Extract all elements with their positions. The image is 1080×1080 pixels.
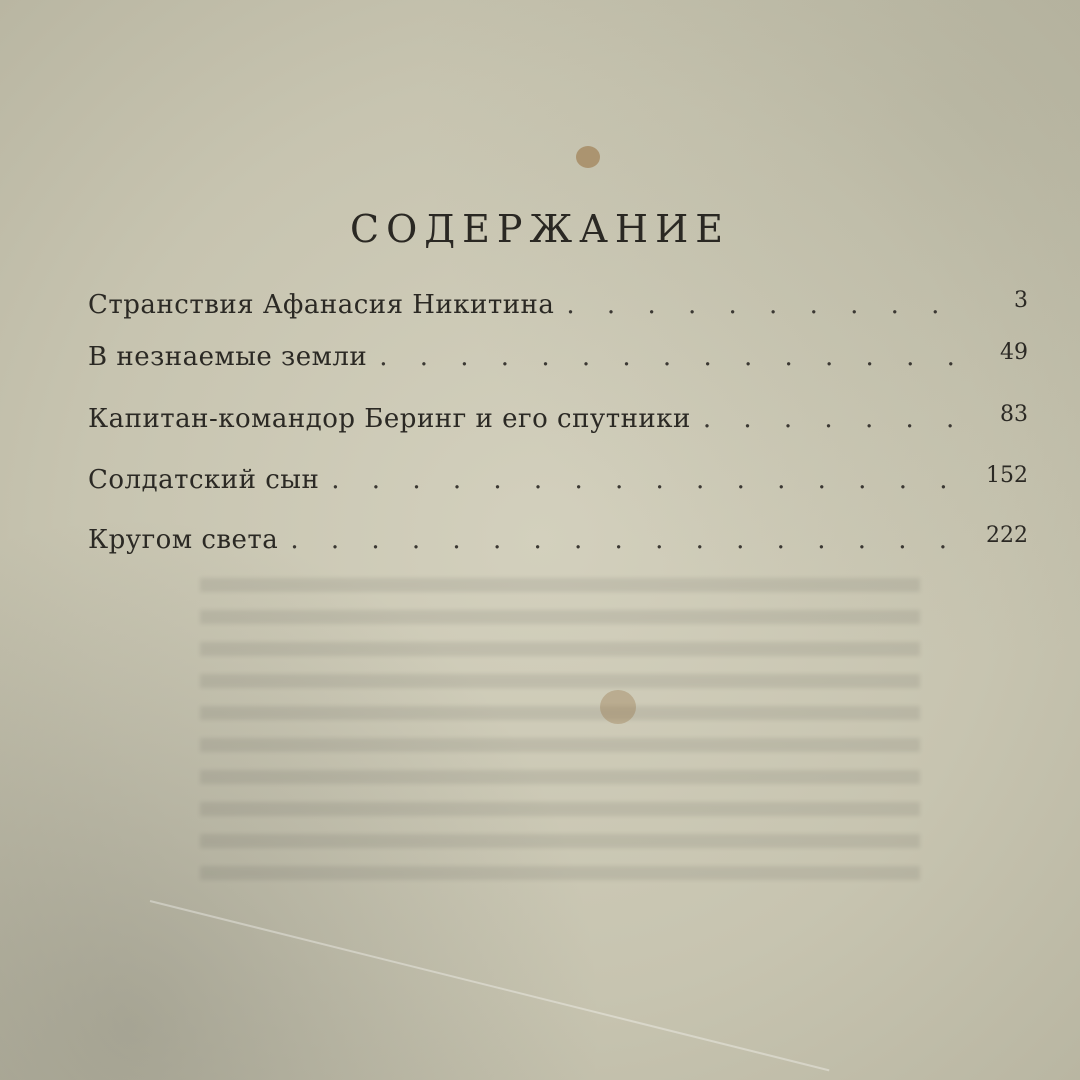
dot-leader — [703, 404, 972, 434]
toc-entry — [88, 525, 1028, 565]
toc-entry-page: 222 — [986, 523, 1028, 548]
paper-crease — [150, 900, 830, 1071]
table-of-contents-heading: СОДЕРЖАНИЕ — [350, 207, 730, 252]
toc-entry-page: 83 — [1000, 402, 1028, 427]
toc-entry — [88, 465, 1028, 505]
ink-stain — [600, 690, 636, 724]
toc-entry-page: 152 — [986, 463, 1028, 488]
toc-entry-title: Капитан-командор Беринг и его спутники — [88, 404, 691, 434]
toc-entry-page: 49 — [1000, 340, 1028, 365]
toc-entry — [88, 342, 1028, 382]
toc-entry-title: В незнаемые земли — [88, 342, 368, 372]
ink-stain — [576, 146, 600, 168]
dot-leader — [331, 465, 972, 495]
dot-leader — [379, 342, 972, 372]
dot-leader — [290, 525, 972, 555]
dot-leader — [566, 290, 972, 320]
show-through-text — [200, 560, 920, 880]
toc-entry-title: Солдатский сын — [88, 465, 320, 495]
toc-entry-title: Кругом света — [88, 525, 279, 555]
toc-entry-title: Странствия Афанасия Никитина — [88, 290, 555, 320]
toc-entry-page: 3 — [1014, 288, 1028, 313]
toc-entry — [88, 290, 1028, 330]
toc-entry — [88, 404, 1028, 444]
